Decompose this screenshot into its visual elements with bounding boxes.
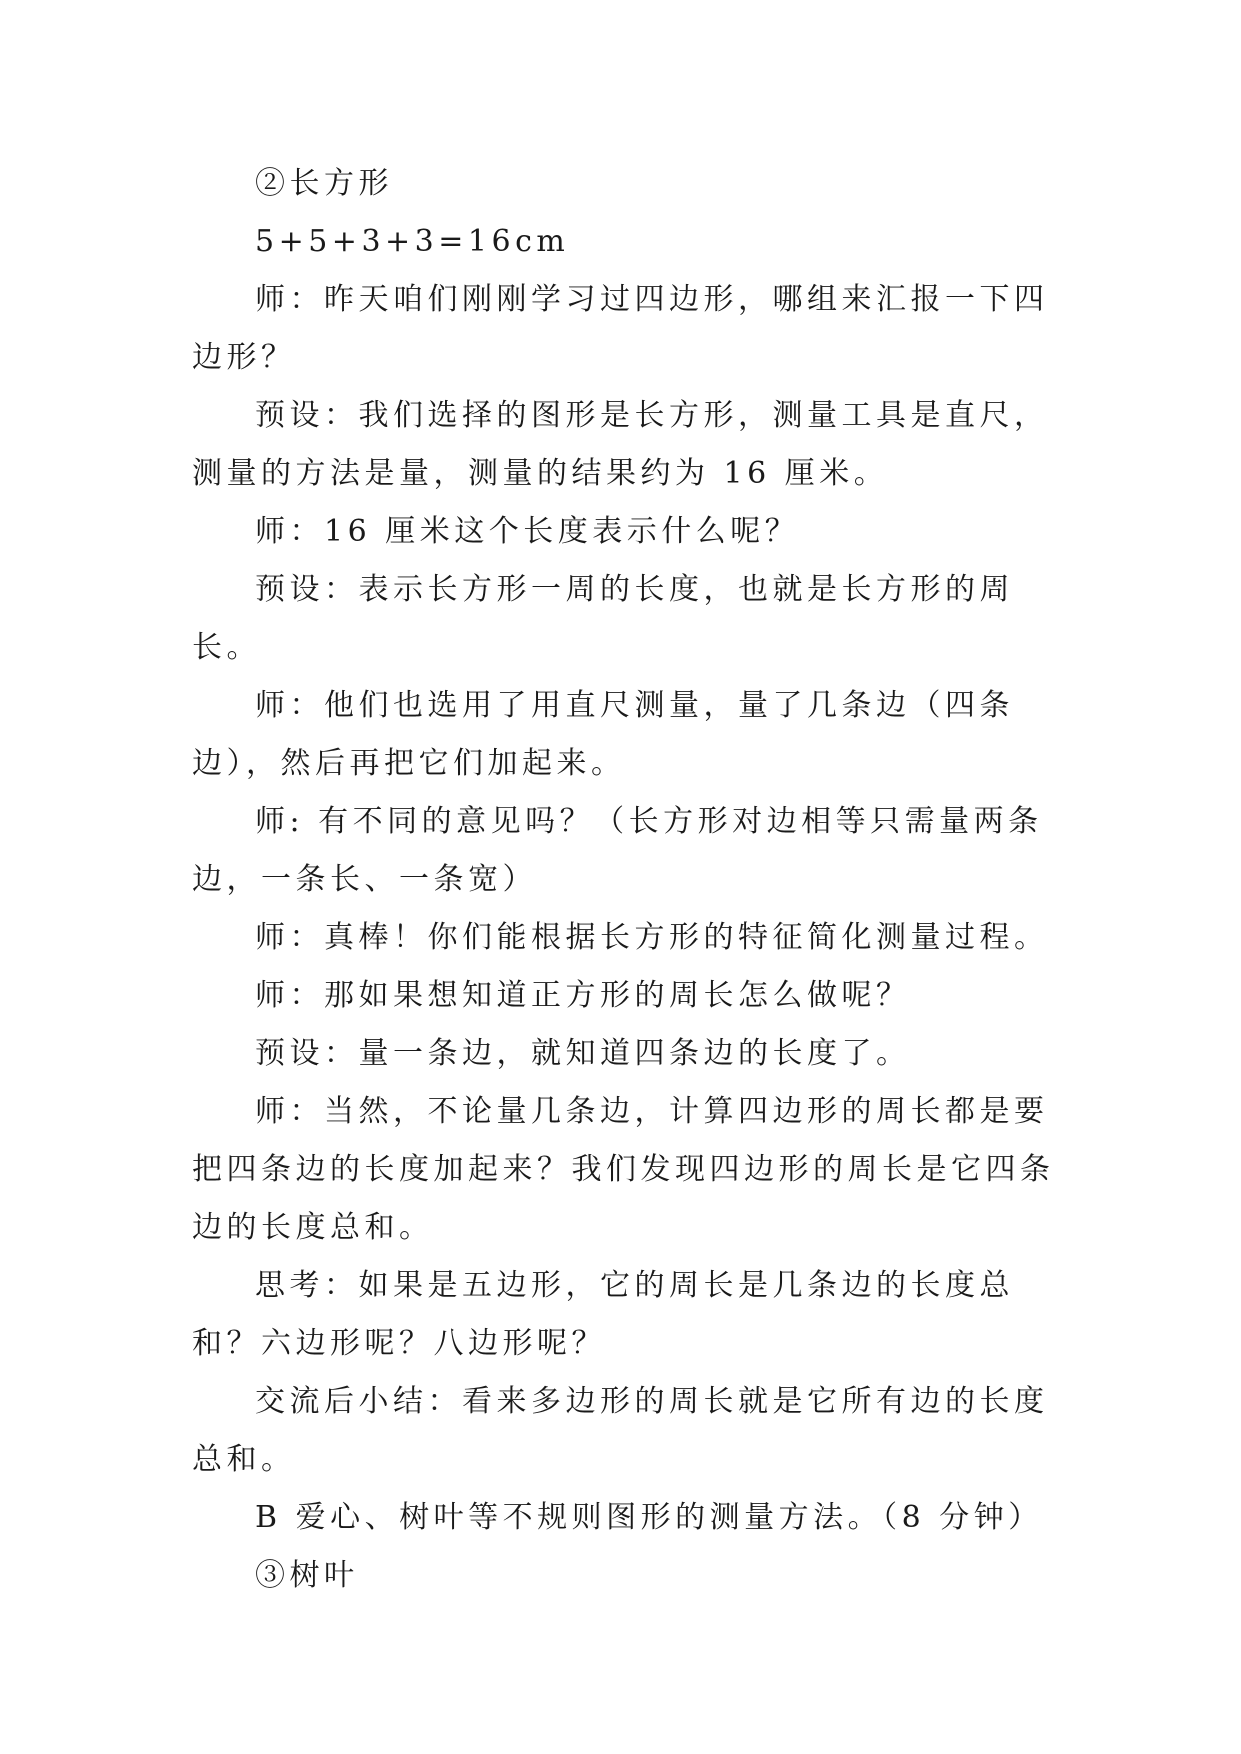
paragraph: 师：昨天咱们刚刚学习过四边形，哪组来汇报一下四边形？: [192, 282, 1049, 375]
paragraph: 师：他们也选用了用直尺测量，量了几条边（四条边），然后再把它们加起来。: [192, 688, 1014, 781]
document-body: [192, 155, 1072, 1605]
paragraph: 预设：我们选择的图形是长方形，测量工具是直尺，测量的方法是量，测量的结果约为 16 厘米。: [192, 398, 1049, 491]
paragraph: 师：那如果想知道正方形的周长怎么做呢？: [255, 978, 911, 1013]
paragraph: 思考：如果是五边形，它的周长是几条边的长度总和？六边形呢？八边形呢？: [192, 1268, 1014, 1361]
paragraph: 交流后小结：看来多边形的周长就是它所有边的长度总和。: [192, 1384, 1049, 1477]
paragraph: 预设：表示长方形一周的长度，也就是长方形的周长。: [192, 572, 1014, 665]
paragraph-rectangle-heading: ②长方形: [255, 166, 393, 201]
paragraph-section-b: B 爱心、树叶等不规则图形的测量方法。（8 分钟）: [255, 1500, 1043, 1535]
paragraph: 师：真棒！你们能根据长方形的特征简化测量过程。: [255, 920, 1049, 955]
paragraph-formula: 5+5+3+3=16cm: [255, 224, 570, 259]
paragraph: 师：16 厘米这个长度表示什么呢？: [255, 514, 800, 549]
paragraph: 师：当然，不论量几条边，计算四边形的周长都是要把四条边的长度加起来？我们发现四边形的周长是它四条边的长度总和。: [192, 1094, 1055, 1245]
paragraph: 师: 有不同的意见吗？（长方形对边相等只需量两条边，一条长、一条宽）: [192, 804, 1043, 897]
paragraph: 预设：量一条边，就知道四条边的长度了。: [255, 1036, 911, 1071]
paragraph-leaf-heading: ③树叶: [255, 1558, 359, 1593]
